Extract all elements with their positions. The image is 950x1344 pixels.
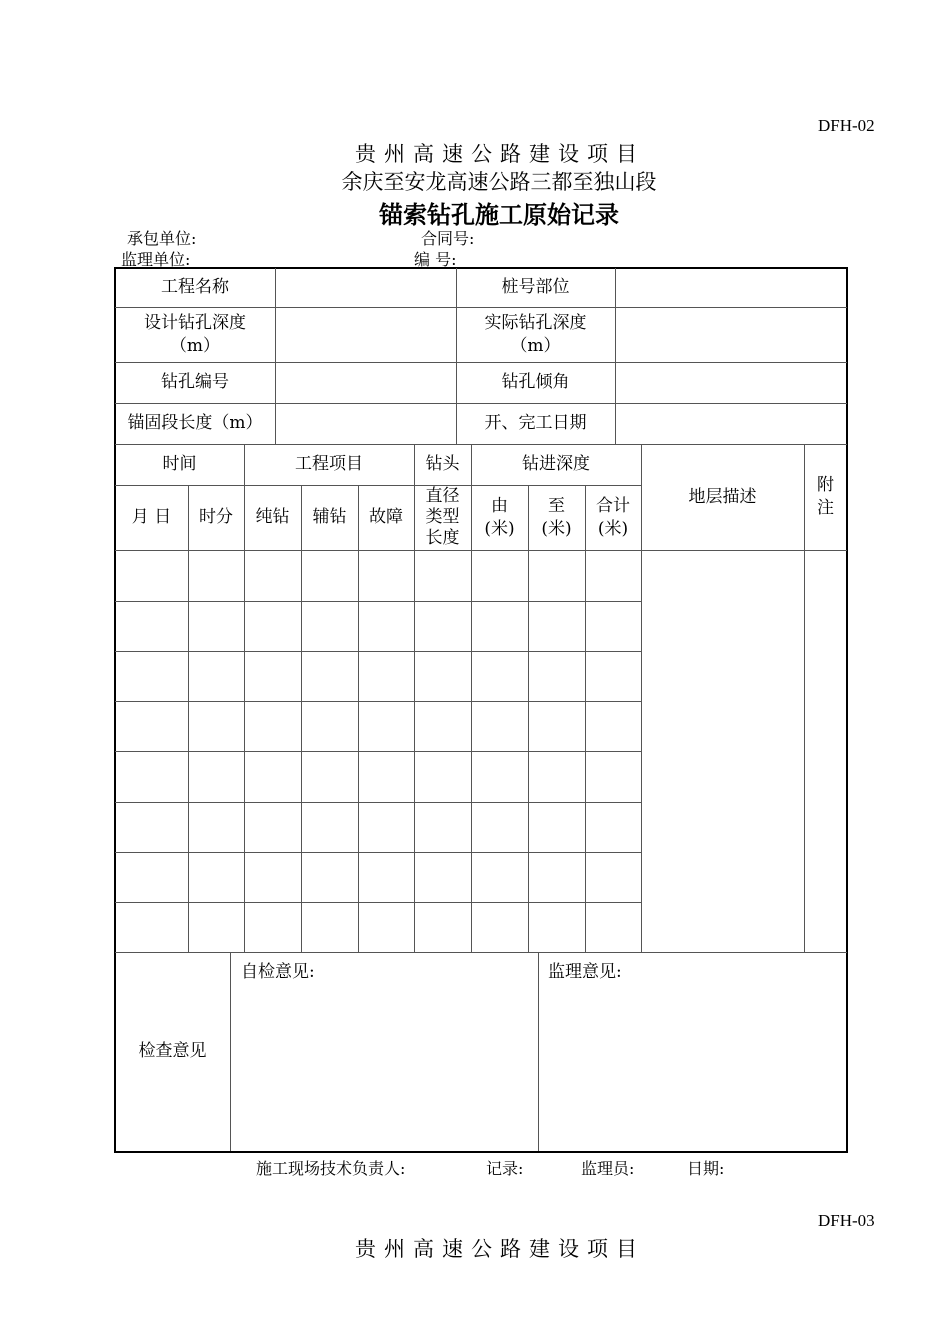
row-line [115, 852, 641, 853]
actual-depth-label: 实际钻孔深度 （m） [484, 312, 587, 356]
bit-spec-header: 直径 类型 长度 [425, 486, 460, 548]
date-label: 日期: [687, 1159, 725, 1178]
col-line [275, 268, 276, 444]
col-line [301, 485, 302, 952]
drill-depth-header: 钻进深度 [522, 454, 590, 474]
row-line [115, 751, 641, 752]
col-line [615, 268, 616, 444]
serial-no-label: 编 号: [414, 250, 457, 269]
hole-number-label: 钻孔编号 [161, 372, 229, 392]
contract-no-label: 合同号: [421, 229, 475, 248]
pure-drill-header: 纯钻 [255, 507, 290, 527]
project-name-label: 工程名称 [161, 277, 229, 297]
remarks-header: 附 注 [817, 475, 834, 518]
contractor-label: 承包单位: [127, 229, 197, 248]
time-header: 时间 [162, 454, 197, 474]
to-header: 至 (米) [541, 495, 572, 539]
project-title: 贵州高速公路建设项目 [355, 142, 645, 166]
supervisor-label: 监理单位: [121, 250, 191, 269]
supervisor-sign-label: 监理员: [581, 1159, 635, 1178]
pile-position-label: 桩号部位 [501, 277, 570, 297]
self-check-label: 自检意见: [241, 962, 315, 982]
bit-header: 钻头 [425, 454, 460, 474]
supervision-label: 监理意见: [548, 962, 622, 982]
row-line [115, 601, 641, 602]
col-line [585, 485, 586, 952]
strata-header: 地层描述 [688, 486, 757, 507]
month-day-header: 月 日 [131, 507, 172, 527]
tech-lead-label: 施工现场技术负责人: [256, 1159, 406, 1178]
row-line [115, 550, 847, 551]
col-line [230, 952, 231, 1151]
aux-drill-header: 辅钻 [312, 507, 347, 527]
work-item-header: 工程项目 [295, 454, 363, 474]
recorder-label: 记录: [486, 1159, 524, 1178]
road-section: 余庆至安龙高速公路三都至独山段 [341, 170, 657, 194]
col-line [528, 485, 529, 952]
design-depth-label: 设计钻孔深度 （m） [144, 312, 246, 356]
row-line [115, 902, 641, 903]
check-label: 检查意见 [138, 1041, 207, 1061]
col-line [538, 952, 539, 1151]
row-line [115, 701, 641, 702]
form-title: 锚索钻孔施工原始记录 [379, 200, 619, 229]
row-line [115, 651, 641, 652]
hour-min-header: 时分 [199, 507, 233, 527]
col-line [188, 485, 189, 952]
col-line [358, 485, 359, 952]
form-code: DFH-02 [818, 116, 875, 135]
anchor-length-label: 锚固段长度（m） [127, 413, 263, 433]
fault-header: 故障 [369, 507, 403, 527]
row-line [115, 802, 641, 803]
from-header: 由 (米) [484, 495, 515, 539]
project-title-next: 贵州高速公路建设项目 [355, 1237, 645, 1261]
total-header: 合计 (米) [596, 495, 630, 539]
form-code-next: DFH-03 [818, 1211, 875, 1230]
start-end-date-label: 开、完工日期 [484, 413, 587, 433]
hole-angle-label: 钻孔倾角 [501, 372, 570, 392]
